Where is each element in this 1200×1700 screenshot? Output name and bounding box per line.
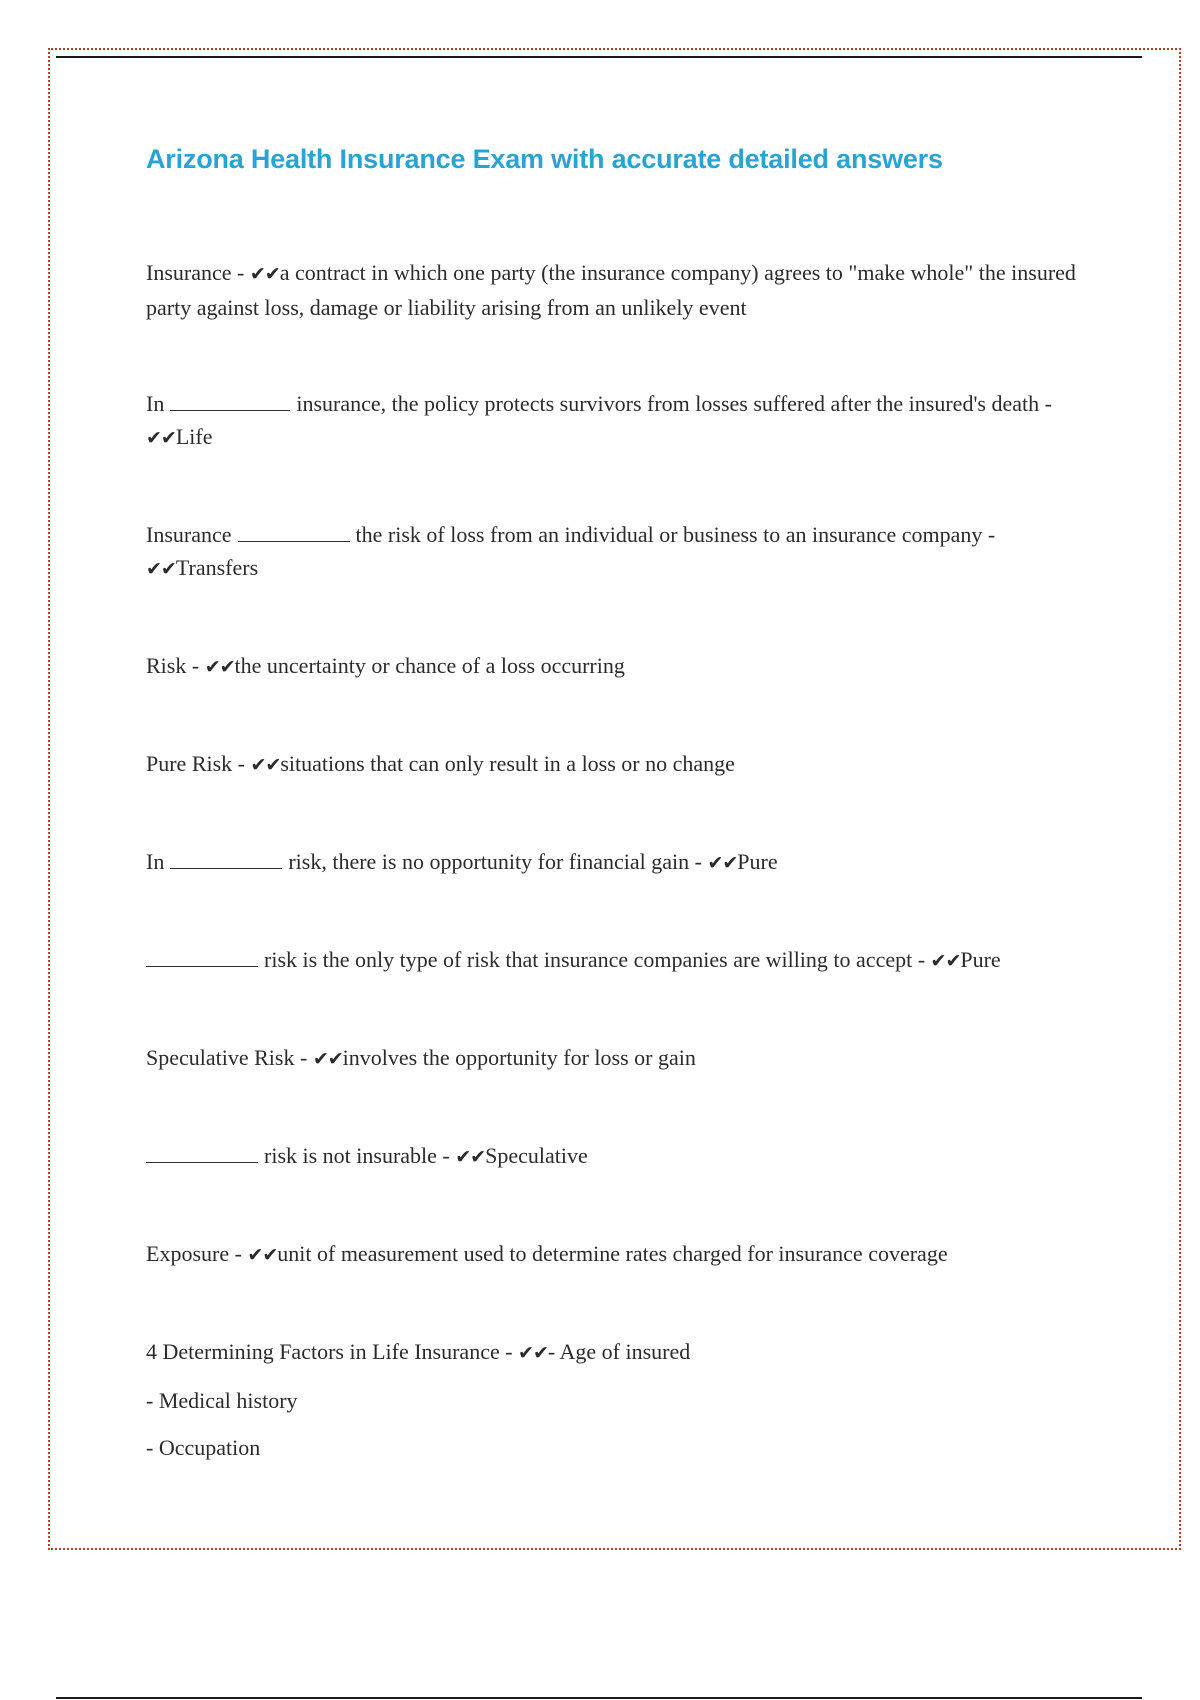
- fill-in-blank: [238, 521, 350, 542]
- check-icon: ✔✔: [312, 1048, 343, 1070]
- qa-item: [146, 387, 1096, 455]
- question: the risk of loss from an individual or business to an insurance company -: [355, 522, 996, 547]
- fill-in-blank: [170, 390, 290, 411]
- check-icon: ✔✔: [707, 852, 738, 874]
- check-icon: ✔✔: [146, 558, 176, 580]
- qa-item: [146, 943, 1096, 978]
- qa-item: [146, 845, 1096, 880]
- question: risk, there is no opportunity for financial gain -: [288, 849, 708, 874]
- answer: Speculative: [485, 1143, 588, 1168]
- answer: situations that can only result in a loss or no change: [280, 751, 735, 776]
- check-icon: ✔✔: [249, 263, 280, 285]
- question-prefix: Insurance: [146, 522, 232, 547]
- term: Risk -: [146, 653, 205, 678]
- document-title: Arizona Health Insurance Exam with accurate detailed answers: [146, 144, 943, 174]
- check-icon: ✔✔: [518, 1342, 548, 1364]
- header-rule: [56, 56, 1142, 58]
- answer: a contract in which one party (the insurance company) agrees to "make whole" the insured party against loss, damage or liability arising from an unlikely event: [146, 260, 1076, 320]
- qa-item: [146, 747, 1096, 782]
- question-prefix: In: [146, 391, 165, 416]
- answer: unit of measurement used to determine rates charged for insurance coverage: [277, 1241, 948, 1266]
- answer-list-item: - Medical history: [146, 1388, 298, 1413]
- term: Insurance -: [146, 260, 250, 285]
- fill-in-blank: [146, 1142, 258, 1163]
- check-icon: ✔✔: [204, 656, 235, 678]
- question: risk is the only type of risk that insurance companies are willing to accept -: [264, 947, 931, 972]
- qa-item: [146, 1335, 1096, 1464]
- question: risk is not insurable -: [264, 1143, 456, 1168]
- qa-item: [146, 1237, 1096, 1272]
- answer: Pure: [737, 849, 778, 874]
- qa-item: [146, 256, 1096, 324]
- check-icon: ✔✔: [247, 1244, 278, 1266]
- check-icon: ✔✔: [146, 427, 176, 449]
- answer: involves the opportunity for loss or gain: [342, 1045, 696, 1070]
- answer-list-item: - Occupation: [146, 1435, 261, 1460]
- fill-in-blank: [146, 946, 258, 967]
- qa-item: [146, 518, 1096, 586]
- answer: Life: [175, 424, 213, 449]
- question-prefix: In: [146, 849, 165, 874]
- check-icon: ✔✔: [455, 1146, 486, 1168]
- check-icon: ✔✔: [250, 754, 281, 776]
- answer: the uncertainty or chance of a loss occurring: [234, 653, 625, 678]
- qa-list: [146, 256, 1096, 1464]
- fill-in-blank: [170, 848, 282, 869]
- answer: Transfers: [175, 555, 259, 580]
- answer: - Age of insured: [547, 1339, 691, 1364]
- question: insurance, the policy protects survivors from losses suffered after the insured's death -: [296, 391, 1052, 416]
- qa-item: [146, 1041, 1096, 1076]
- qa-item: [146, 649, 1096, 684]
- term: 4 Determining Factors in Life Insurance -: [146, 1339, 519, 1364]
- term: Exposure -: [146, 1241, 248, 1266]
- term: Pure Risk -: [146, 751, 251, 776]
- footer-rule: [56, 1697, 1142, 1699]
- answer: Pure: [960, 947, 1001, 972]
- qa-item: [146, 1139, 1096, 1174]
- check-icon: ✔✔: [930, 950, 961, 972]
- term: Speculative Risk -: [146, 1045, 313, 1070]
